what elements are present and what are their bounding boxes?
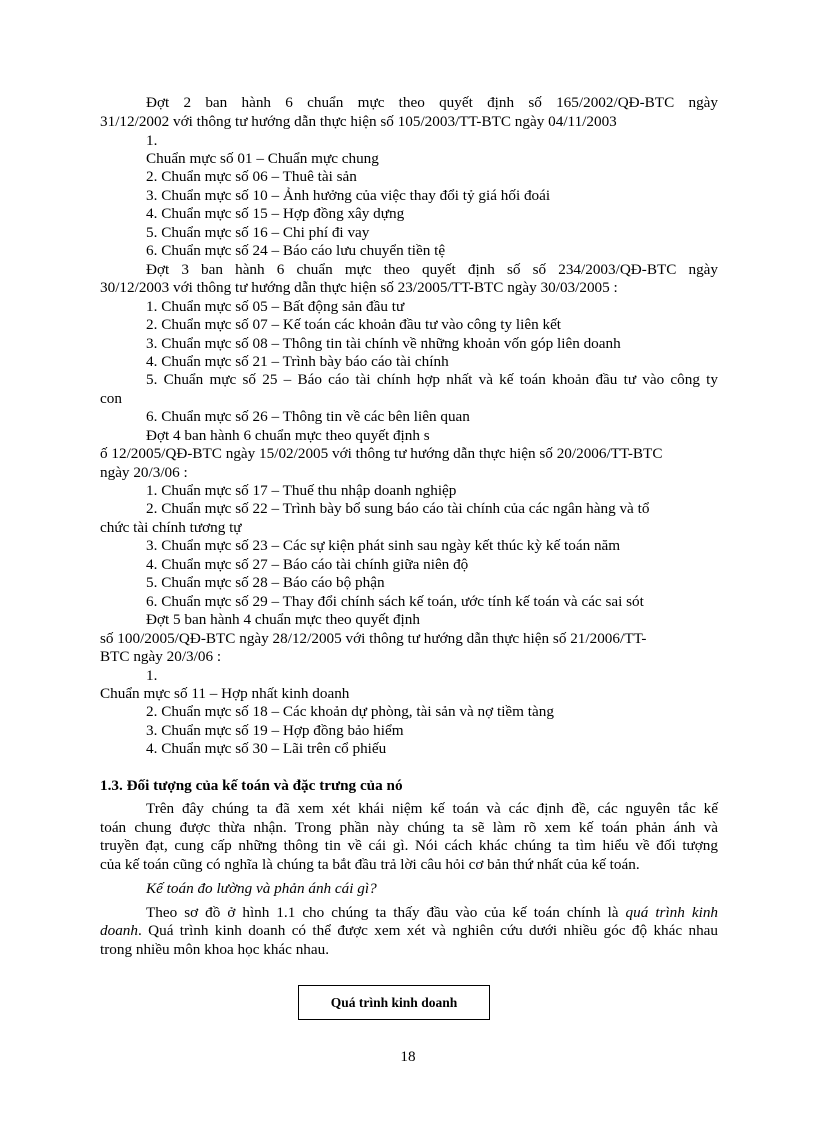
text-line: số 100/2005/QĐ-BTC ngày 28/12/2005 với thông tư hướng dẫn thực hiện số 21/2006/TT-: [100, 630, 647, 647]
text-line: 1.: [146, 132, 158, 149]
text-line: 4. Chuẩn mực số 30 – Lãi trên cổ phiếu: [146, 740, 387, 757]
text-line: Đợt 2 ban hành 6 chuẩn mực theo quyết định số 165/2002/QĐ-BTC ngày: [146, 94, 718, 111]
text-line: 3. Chuẩn mực số 19 – Hợp đồng bảo hiểm: [146, 722, 404, 739]
paragraph-line: toán chung được thừa nhận. Trong phần này chúng ta sẽ làm rõ xem kế toán phản ánh và: [100, 819, 718, 836]
text-line: 4. Chuẩn mực số 21 – Trình bày báo cáo tài chính: [146, 353, 449, 370]
para2-emphasis: quá trình kinh: [625, 904, 719, 921]
text-line: 1. Chuẩn mực số 05 – Bất động sản đầu tư: [146, 298, 405, 315]
paragraph-line: của kế toán cũng có nghĩa là chúng ta bắt đầu trả lời câu hỏi cơ bản thứ nhất của kế toán.: [100, 856, 640, 873]
text-line: 4. Chuẩn mực số 15 – Hợp đồng xây dựng: [146, 205, 405, 222]
paragraph-line: truyền đạt, cung cấp những thông tin về cái gì. Nói cách khác chúng ta tìm hiểu về đối tượng: [100, 837, 718, 854]
text-line: Đợt 3 ban hành 6 chuẩn mực theo quyết định số số 234/2003/QĐ-BTC ngày: [146, 261, 718, 278]
page-number: 18: [400, 1048, 416, 1065]
text-line: Chuẩn mực số 01 – Chuẩn mực chung: [146, 150, 379, 167]
text-line: 31/12/2002 với thông tư hướng dẫn thực hiện số 105/2003/TT-BTC ngày 04/11/2003: [100, 113, 617, 130]
text-line: 6. Chuẩn mực số 29 – Thay đổi chính sách kế toán, ước tính kế toán và các sai sót: [146, 593, 644, 610]
box-label: Quá trình kinh doanh: [330, 994, 458, 1010]
text-line: 3. Chuẩn mực số 08 – Thông tin tài chính về những khoản vốn góp liên doanh: [146, 335, 621, 352]
text-line: chức tài chính tương tự: [100, 519, 242, 536]
text-line: Chuẩn mực số 11 – Hợp nhất kinh doanh: [100, 685, 350, 702]
para2-text: Theo sơ đồ ở hình 1.1 cho chúng ta thấy đầu vào của kế toán chính là: [146, 904, 626, 921]
section-heading: 1.3. Đối tượng của kế toán và đặc trưng của nó: [100, 777, 403, 794]
text-line: Đợt 5 ban hành 4 chuẩn mực theo quyết định: [146, 611, 420, 628]
text-line: 5. Chuẩn mực số 28 – Báo cáo bộ phận: [146, 574, 385, 591]
para2-emphasis: doanh: [100, 922, 138, 939]
text-line: 3. Chuẩn mực số 23 – Các sự kiện phát sinh sau ngày kết thúc kỳ kế toán năm: [146, 537, 621, 554]
paragraph-line: [146, 904, 718, 922]
text-line: 5. Chuẩn mực số 16 – Chi phí đi vay: [146, 224, 370, 241]
italic-question: [146, 880, 377, 898]
paragraph-line: trong nhiều môn khoa học khác nhau.: [100, 941, 330, 958]
text-line: 2. Chuẩn mực số 07 – Kế toán các khoản đầu tư vào công ty liên kết: [146, 316, 562, 333]
text-line: Đợt 4 ban hành 6 chuẩn mực theo quyết định s: [146, 427, 430, 444]
text-line: 1. Chuẩn mực số 17 – Thuế thu nhập doanh nghiệp: [146, 482, 457, 499]
text-line: 5. Chuẩn mực số 25 – Báo cáo tài chính hợp nhất và kế toán khoản đầu tư vào công ty: [146, 371, 718, 388]
text-line: con: [100, 390, 122, 407]
text-line: 4. Chuẩn mực số 27 – Báo cáo tài chính giữa niên độ: [146, 556, 469, 573]
question-text: Kế toán đo lường và phản ánh cái gì?: [146, 880, 377, 897]
text-line: 2. Chuẩn mực số 18 – Các khoản dự phòng, tài sản và nợ tiềm tàng: [146, 703, 554, 720]
text-line: 2. Chuẩn mực số 22 – Trình bày bổ sung báo cáo tài chính của các ngân hàng và tổ: [146, 500, 650, 517]
text-line: ố 12/2005/QĐ-BTC ngày 15/02/2005 với thông tư hướng dẫn thực hiện số 20/2006/TT-BTC: [100, 445, 663, 462]
paragraph-line: Trên đây chúng ta đã xem xét khái niệm kế toán và các định đề, các nguyên tắc kế: [146, 800, 718, 817]
paragraph-line: [100, 922, 718, 940]
text-line: BTC ngày 20/3/06 :: [100, 648, 222, 665]
text-line: 3. Chuẩn mực số 10 – Ảnh hưởng của việc thay đổi tỷ giá hối đoái: [146, 187, 551, 204]
business-process-box: [298, 985, 490, 1020]
para2-text: . Quá trình kinh doanh có thể được xem xét và nghiên cứu dưới nhiều góc độ khác nhau: [137, 922, 718, 939]
text-line: ngày 20/3/06 :: [100, 464, 188, 481]
text-line: 2. Chuẩn mực số 06 – Thuê tài sản: [146, 168, 357, 185]
text-line: 6. Chuẩn mực số 26 – Thông tin về các bên liên quan: [146, 408, 470, 425]
text-line: 1.: [146, 667, 158, 684]
text-line: 6. Chuẩn mực số 24 – Báo cáo lưu chuyển tiền tệ: [146, 242, 446, 259]
text-line: 30/12/2003 với thông tư hướng dẫn thực hiện số 23/2005/TT-BTC ngày 30/03/2005 :: [100, 279, 618, 296]
